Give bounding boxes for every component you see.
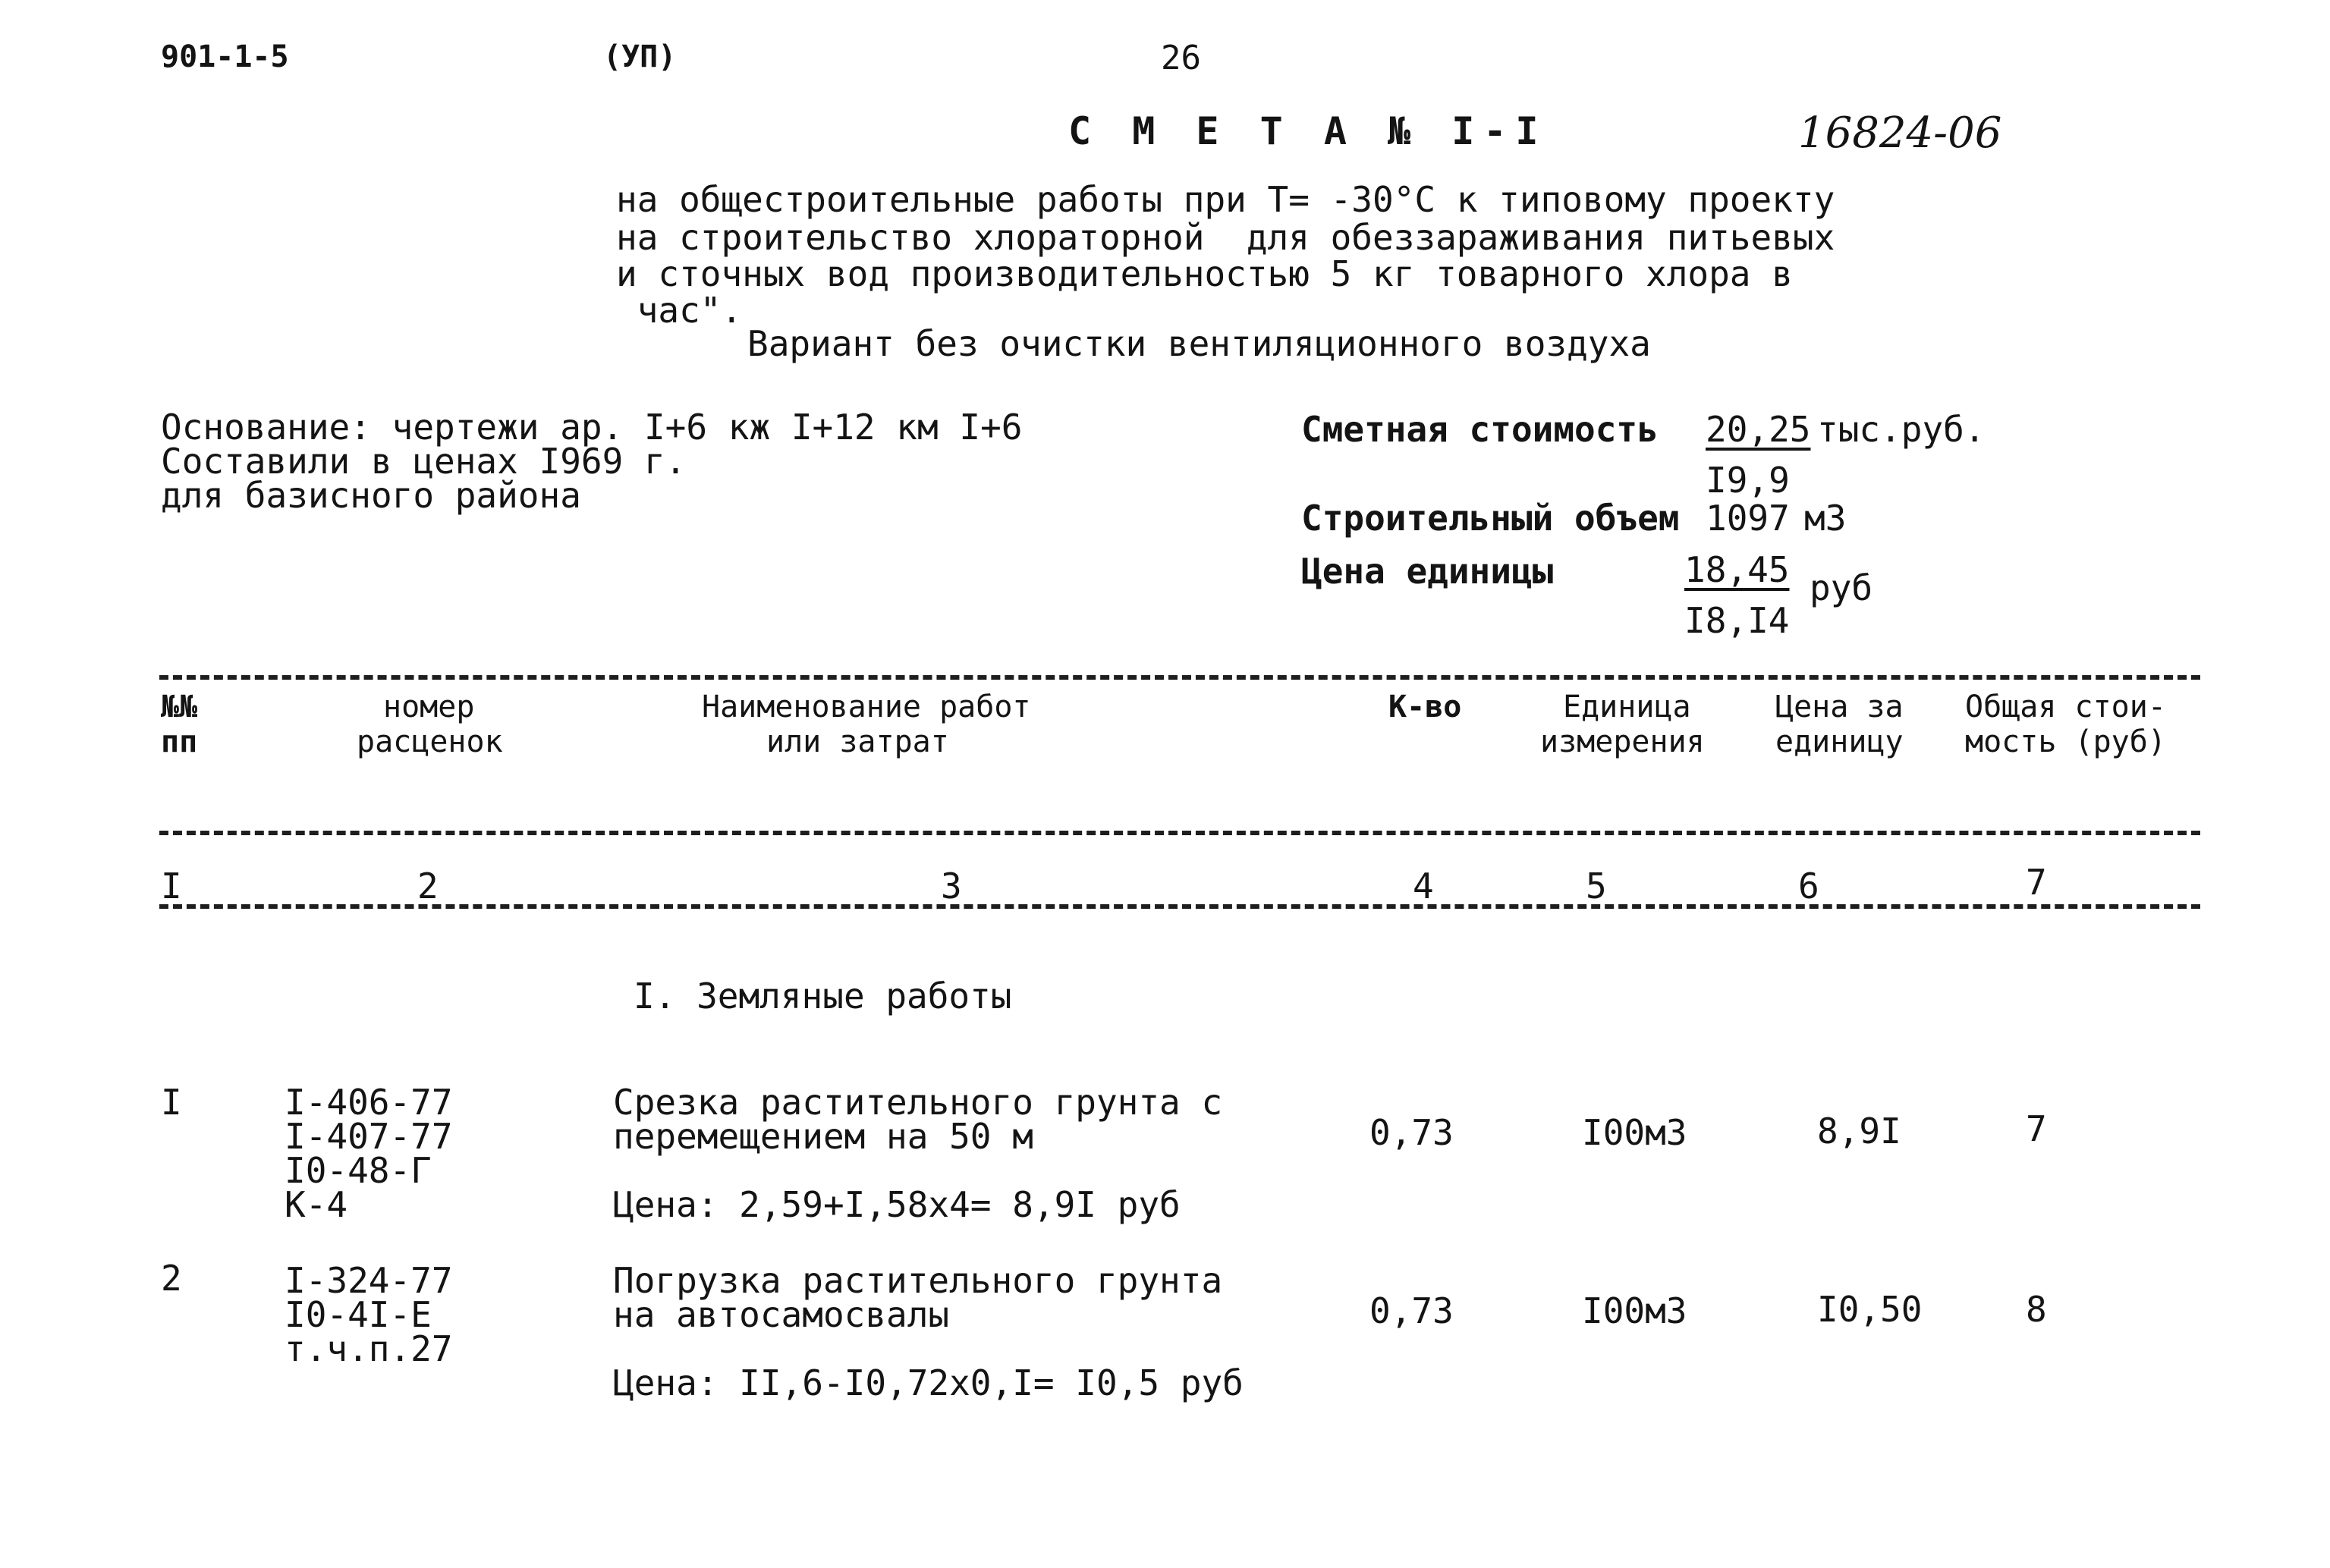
row-2-number: 2 bbox=[161, 1258, 182, 1299]
row-1-code-3: I0-48-Г bbox=[285, 1150, 432, 1191]
row-2-unit-price: I0,50 bbox=[1817, 1289, 1923, 1330]
row-1-code-4: К-4 bbox=[285, 1184, 348, 1225]
estimated-cost-unit: тыс.руб. bbox=[1817, 409, 1986, 450]
inventory-number: 16824-06 bbox=[1798, 108, 2002, 158]
building-volume-label: Строительный объем bbox=[1301, 498, 1680, 539]
col2-header-2: расценок bbox=[357, 724, 503, 759]
col1-header-1: №№ bbox=[161, 690, 198, 724]
col-number-6: 6 bbox=[1798, 866, 1819, 907]
col5-header-1: Единица bbox=[1563, 690, 1691, 724]
col-number-4: 4 bbox=[1413, 866, 1434, 907]
row-1-quantity: 0,73 bbox=[1369, 1112, 1454, 1153]
row-2-code-3: т.ч.п.27 bbox=[285, 1328, 453, 1369]
row-2-quantity: 0,73 bbox=[1369, 1290, 1454, 1331]
basis-line-3: для базисного района bbox=[161, 475, 581, 516]
row-1-name-2: перемещением на 50 м bbox=[613, 1116, 1033, 1157]
row-2-code-1: I-324-77 bbox=[285, 1260, 453, 1301]
col7-header-1: Общая стои- bbox=[1965, 690, 2166, 724]
col-number-1: I bbox=[161, 866, 182, 907]
section-title: I. Земляные работы bbox=[634, 976, 1012, 1017]
row-2-code-2: I0-4I-Е bbox=[285, 1294, 432, 1335]
doc-mark: (УП) bbox=[603, 39, 677, 74]
col-number-7: 7 bbox=[2026, 862, 2047, 903]
col7-header-2: мость (руб) bbox=[1965, 724, 2166, 759]
col-number-2: 2 bbox=[417, 866, 439, 907]
page-number: 26 bbox=[1161, 39, 1201, 77]
col3-header-1: Наименование работ bbox=[702, 690, 1031, 724]
row-1-name-1: Срезка растительного грунта с bbox=[613, 1082, 1223, 1123]
col-number-5: 5 bbox=[1586, 866, 1607, 907]
col1-header-2: пп bbox=[161, 724, 198, 759]
unit-price-top: 18,45 bbox=[1684, 549, 1790, 590]
col-number-3: 3 bbox=[941, 866, 962, 907]
row-2-total: 8 bbox=[2026, 1289, 2047, 1330]
header-top-rule bbox=[159, 675, 2200, 680]
row-1-unit-price: 8,9I bbox=[1817, 1111, 1901, 1152]
row-1-code-2: I-407-77 bbox=[285, 1116, 453, 1157]
doc-code: 901-1-5 bbox=[161, 39, 289, 74]
row-1-price-note: Цена: 2,59+I,58х4= 8,9I руб bbox=[613, 1184, 1181, 1225]
basis-line-1: Основание: чертежи ар. I+6 кж I+12 км I+6 bbox=[161, 407, 1023, 448]
unit-price-unit: руб bbox=[1810, 567, 1873, 608]
header-middle-rule bbox=[159, 831, 2200, 835]
row-1-unit: I00м3 bbox=[1582, 1112, 1687, 1153]
col5-header-2: измерения bbox=[1540, 724, 1705, 759]
building-volume-value: 1097 bbox=[1706, 498, 1790, 539]
col4-header: К-во bbox=[1388, 690, 1462, 724]
col6-header-2: единицу bbox=[1775, 724, 1904, 759]
description-line-3: и сточных вод производительностью 5 кг товарного хлора в bbox=[616, 253, 1793, 294]
row-2-price-note: Цена: II,6-I0,72х0,I= I0,5 руб bbox=[613, 1362, 1244, 1403]
description-line-2: на строительство хлораторной для обеззараживания питьевых bbox=[616, 217, 1835, 258]
row-1-number: I bbox=[161, 1082, 182, 1123]
row-1-code-1: I-406-77 bbox=[285, 1082, 453, 1123]
description-line-1: на общестроительные работы при Т= -30°С к типовому проекту bbox=[616, 179, 1835, 220]
unit-price-bottom: I8,I4 bbox=[1684, 600, 1790, 641]
header-bottom-rule bbox=[159, 904, 2200, 909]
document-title: С М Е Т А № I-I bbox=[1068, 109, 1548, 153]
unit-price-label: Цена единицы bbox=[1301, 551, 1554, 592]
variant-line: Вариант без очистки вентиляционного воздуха bbox=[747, 323, 1651, 364]
estimated-cost-label: Сметная стоимость bbox=[1301, 409, 1659, 450]
description-line-4: час". bbox=[616, 290, 743, 331]
col6-header-1: Цена за bbox=[1775, 690, 1904, 724]
col2-header-1: номер bbox=[383, 690, 475, 724]
basis-line-2: Составили в ценах I969 г. bbox=[161, 441, 687, 482]
estimated-cost-value-alt: I9,9 bbox=[1706, 460, 1790, 501]
row-2-name-1: Погрузка растительного грунта bbox=[613, 1260, 1223, 1301]
col3-header-2: или затрат bbox=[766, 724, 949, 759]
row-1-total: 7 bbox=[2026, 1108, 2047, 1149]
row-2-name-2: на автосамосвалы bbox=[613, 1294, 950, 1335]
estimated-cost-value: 20,25 bbox=[1706, 409, 1811, 450]
row-2-unit: I00м3 bbox=[1582, 1290, 1687, 1331]
building-volume-unit: м3 bbox=[1804, 498, 1847, 539]
